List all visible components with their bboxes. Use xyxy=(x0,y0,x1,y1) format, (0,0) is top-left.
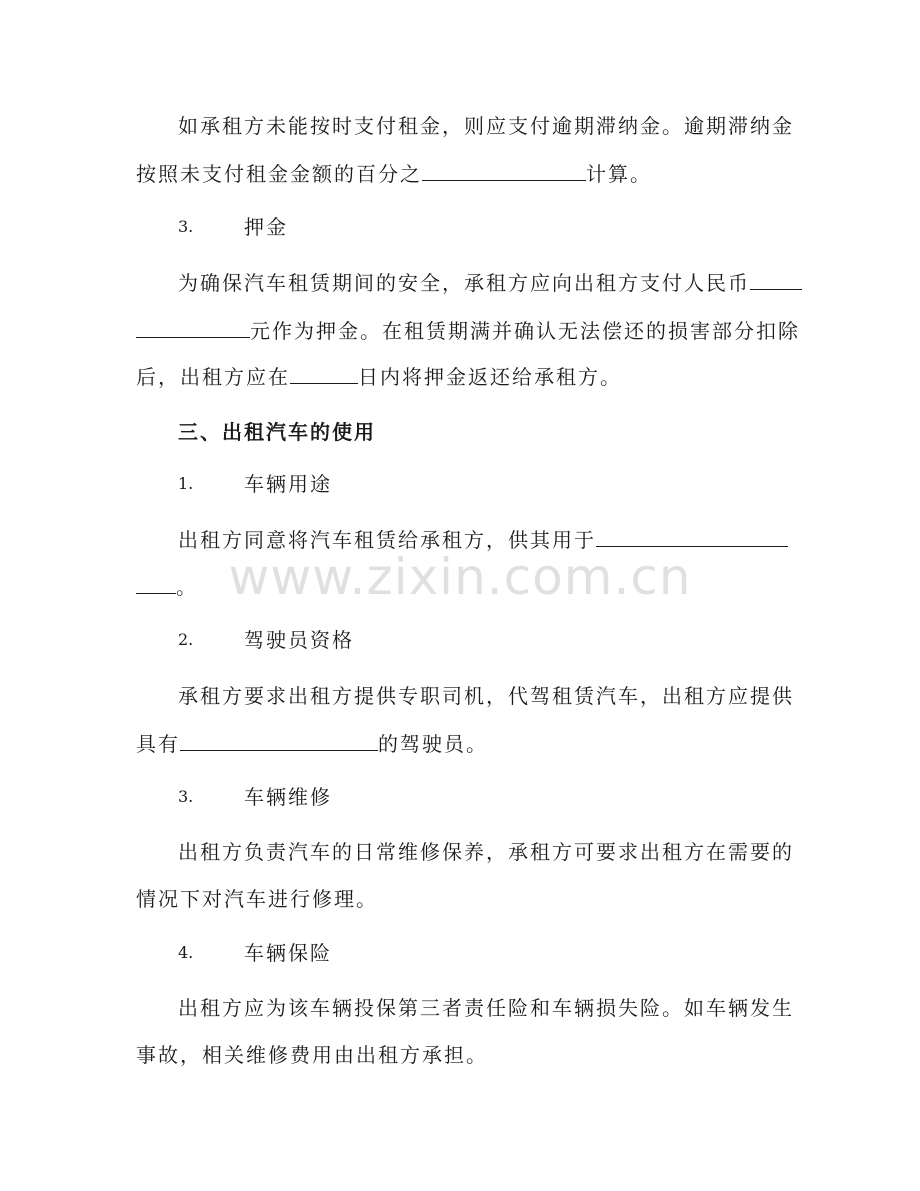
deposit-text-3: 后，出租方应在 xyxy=(136,365,290,389)
purpose-text-end: 。 xyxy=(176,575,198,599)
repair-line-2: 情况下对汽车进行修理。 xyxy=(136,887,378,911)
driver-heading-number: 2. xyxy=(178,630,194,649)
driver-qualification-blank-field[interactable] xyxy=(180,729,378,751)
late-fee-line-1: 如承租方未能按时支付租金，则应支付逾期滞纳金。逾期滞纳金 xyxy=(178,114,794,138)
late-fee-text-end: 计算。 xyxy=(586,162,652,186)
repair-heading-number: 3. xyxy=(178,787,194,806)
section-title-vehicle-use: 三、出租汽车的使用 xyxy=(178,420,376,444)
watermark: www.zixin.com.cn xyxy=(228,548,692,606)
deposit-line-3 xyxy=(136,362,622,391)
purpose-line-2 xyxy=(136,572,198,601)
deposit-text-2: 元作为押金。在租赁期满并确认无法偿还的损害部分扣除 xyxy=(250,319,800,343)
deposit-amount-blank-part1[interactable] xyxy=(750,268,802,290)
purpose-heading-number: 1. xyxy=(178,474,194,493)
refund-days-blank-field[interactable] xyxy=(290,362,358,384)
deposit-amount-blank-part2[interactable] xyxy=(136,316,250,338)
driver-line-2 xyxy=(136,729,488,758)
deposit-heading-number: 3. xyxy=(178,217,194,236)
deposit-text-4: 日内将押金返还给承租方。 xyxy=(358,365,622,389)
purpose-blank-part2[interactable] xyxy=(136,572,176,594)
late-fee-text: 按照未支付租金金额的百分之 xyxy=(136,162,422,186)
repair-heading-title: 车辆维修 xyxy=(244,785,332,809)
percentage-blank-field[interactable] xyxy=(422,159,586,181)
purpose-line-1 xyxy=(178,525,788,554)
driver-heading-title: 驾驶员资格 xyxy=(244,628,354,652)
deposit-heading-title: 押金 xyxy=(244,215,288,239)
repair-line-1: 出租方负责汽车的日常维修保养，承租方可要求出租方在需要的 xyxy=(178,840,794,864)
purpose-blank-part1[interactable] xyxy=(596,525,788,547)
deposit-line-1 xyxy=(178,268,802,297)
purpose-text: 出租方同意将汽车租赁给承租方，供其用于 xyxy=(178,528,596,552)
insurance-line-2: 事故，相关维修费用由出租方承担。 xyxy=(136,1043,488,1067)
purpose-heading-title: 车辆用途 xyxy=(244,472,332,496)
driver-text-end: 的驾驶员。 xyxy=(378,732,488,756)
deposit-line-2 xyxy=(136,316,800,345)
late-fee-line-2 xyxy=(136,159,652,188)
deposit-text: 为确保汽车租赁期间的安全，承租方应向出租方支付人民币 xyxy=(178,271,750,295)
insurance-heading-number: 4. xyxy=(178,943,194,962)
driver-line-1: 承租方要求出租方提供专职司机，代驾租赁汽车，出租方应提供 xyxy=(178,684,794,708)
driver-text: 具有 xyxy=(136,732,180,756)
insurance-line-1: 出租方应为该车辆投保第三者责任险和车辆损失险。如车辆发生 xyxy=(178,996,794,1020)
insurance-heading-title: 车辆保险 xyxy=(244,941,332,965)
